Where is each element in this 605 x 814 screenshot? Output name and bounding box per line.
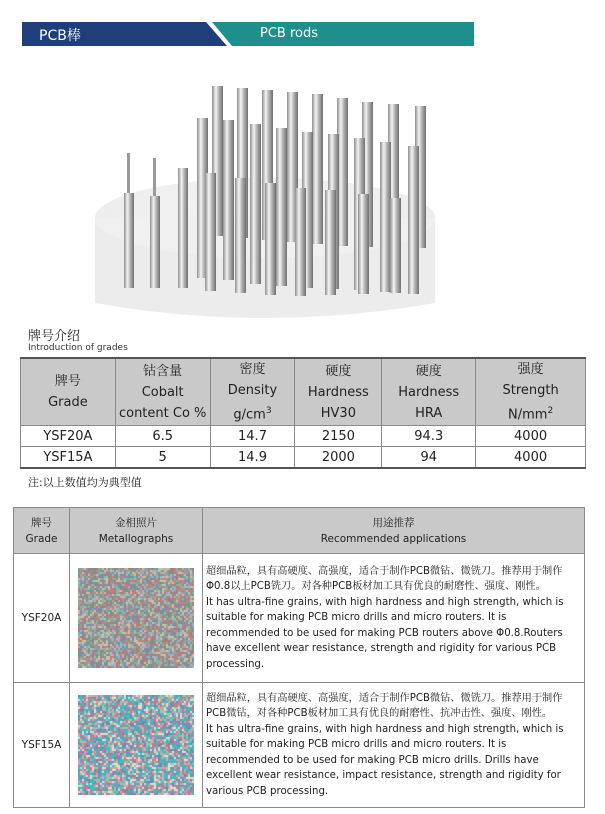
typical-values-note: 注:以上数值均为典型值: [28, 476, 142, 489]
apps-cell-grade: YSF20A: [14, 554, 70, 683]
apps-header-metallographs: [70, 508, 203, 554]
cell-grade: YSF20A: [21, 426, 116, 447]
header-hardness-hv: [295, 358, 382, 426]
grades-table: [20, 357, 586, 469]
cell-grade: YSF15A: [21, 447, 116, 469]
header-hardness-hv-unit: HV30: [320, 405, 356, 421]
applications-table: [13, 507, 585, 808]
cell-hardness-hra: 94.3: [382, 426, 476, 447]
table-row: [21, 447, 586, 469]
metallograph-image: [78, 568, 194, 668]
table-row: [14, 683, 585, 808]
apps-header-grade-en: Grade: [25, 532, 58, 545]
header-density-cn: 密度: [239, 362, 266, 377]
header-density-unit: $g/cm^3$: [233, 406, 272, 423]
apps-header-applications-en: Recommended applications: [320, 532, 467, 545]
cell-cobalt: 5: [115, 447, 210, 469]
cell-density: 14.9: [210, 447, 295, 469]
apps-cell-description: [203, 683, 585, 808]
description-en: It has ultra-fine grains, with high hardness and high strength, which is suitable for making PCB micro drills and micro routers. It is recommended to be used for making PCB micro drills. Drills have excellent wear resistance, impact resistance, strength and rigidity for various PCB processing.: [206, 723, 564, 797]
apps-cell-grade: YSF15A: [14, 683, 70, 808]
header-hardness-hv-cn: 硬度: [325, 363, 352, 379]
apps-header-metallographs-en: Metallographs: [98, 532, 174, 545]
apps-header-applications: [203, 508, 585, 554]
cell-hardness-hra: 94: [382, 447, 476, 469]
section-banner: [22, 22, 474, 46]
header-grade-en: Grade: [48, 395, 88, 411]
description-cn: 超细晶粒，具有高硬度、高强度，适合于制作PCB微钻、微铣刀。推荐用于制作PCB微钻，对各种PCB板材加工具有优良的耐磨性、抗冲击性、强度、刚性。: [206, 692, 563, 720]
header-cobalt-unit: content Co %: [118, 405, 207, 421]
header-cobalt-en: Cobalt: [141, 384, 184, 400]
cell-hardness-hv: 2150: [295, 426, 382, 447]
header-grade: [21, 358, 116, 426]
apps-cell-description: [203, 554, 585, 683]
cell-strength: 4000: [476, 426, 586, 447]
header-density-en: Density: [227, 383, 278, 398]
header-hardness-hv-en: Hardness: [307, 384, 369, 400]
metallograph-image: [78, 695, 194, 795]
table-row: [21, 426, 586, 447]
cell-cobalt: 6.5: [115, 426, 210, 447]
header-hardness-hra: [382, 358, 476, 426]
cell-strength: 4000: [476, 447, 586, 469]
apps-cell-metallograph: [70, 683, 203, 808]
apps-header-applications-cn: 用途推荐: [372, 516, 415, 529]
grades-header-row: [21, 358, 586, 426]
description-en: It has ultra-fine grains, with high hardness and high strength, which is suitable for making PCB micro drills and micro routers. It is recommended to be used for making PCB routers above Φ0.8.Routers have excellent wear resistance, strength and rigidity for various PCB processing.: [206, 596, 564, 670]
table-row: [14, 554, 585, 683]
banner-title-cn: PCB棒: [39, 28, 81, 44]
header-cobalt-cn: 钴含量: [143, 363, 183, 379]
apps-header-row: [14, 508, 585, 554]
description-cn: 超细晶粒，具有高硬度、高强度，适合于制作PCB微钻、微铣刀。推荐用于制作Φ0.8以上PCB铣刀。对各种PCB板材加工具有优良的耐磨性、强度、刚性。: [206, 565, 563, 593]
header-grade-cn: 牌号: [54, 374, 81, 390]
header-hardness-hra-en: Hardness HRA: [398, 384, 460, 421]
product-photo: [90, 78, 440, 318]
header-density: [210, 358, 295, 426]
banner-title-en: PCB rods: [260, 26, 319, 41]
cell-density: 14.7: [210, 426, 295, 447]
apps-header-grade-cn: 牌号: [31, 516, 52, 529]
header-hardness-hra-cn: 硬度: [415, 363, 442, 379]
header-cobalt: [115, 358, 210, 426]
header-strength-cn: 强度: [517, 362, 544, 377]
grades-intro-subtitle: Introduction of grades: [28, 343, 128, 353]
apps-cell-metallograph: [70, 554, 203, 683]
cell-hardness-hv: 2000: [295, 447, 382, 469]
header-strength-en: Strength $N/mm^2$: [502, 383, 559, 423]
banner-right: [212, 22, 474, 46]
apps-header-metallographs-cn: 金相照片: [115, 516, 157, 529]
grades-intro-title: 牌号介绍: [28, 329, 81, 344]
header-strength: [476, 358, 586, 426]
apps-header-grade: [14, 508, 70, 554]
